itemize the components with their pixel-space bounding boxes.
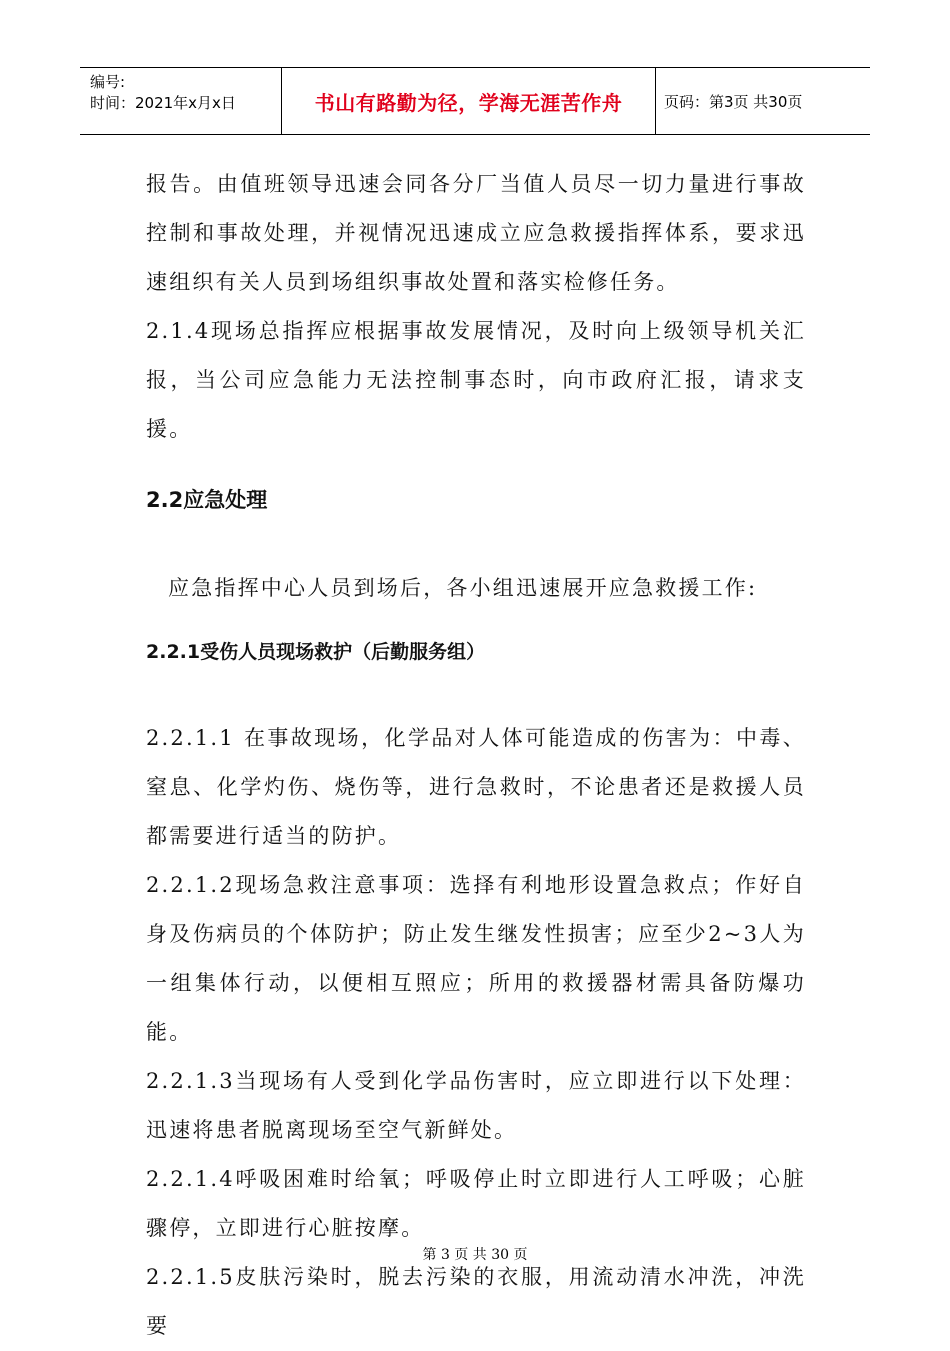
paragraph: 2.2.1.3当现场有人受到化学品伤害时，应立即进行以下处理：迅速将患者脱离现场至空气新鲜处。 <box>146 1069 806 1142</box>
subsection-heading: 2.2.1受伤人员现场救护（后勤服务组） <box>146 641 486 663</box>
document-body <box>146 160 806 1351</box>
paragraph: 2.2.1.1 在事故现场，化学品对人体可能造成的伤害为：中毒、窒息、化学灼伤、烧伤等，进行急救时，不论患者还是救援人员都需要进行适当的防护。 <box>146 726 806 848</box>
header-motto: 书山有路勤为径，学海无涯苦作舟 <box>281 68 656 134</box>
paragraph: 2.2.1.4呼吸困难时给氧；呼吸停止时立即进行人工呼吸；心脏骤停，立即进行心脏按摩。 <box>146 1167 806 1240</box>
page-header <box>80 67 870 135</box>
paragraph: 2.2.1.2现场急救注意事项：选择有利地形设置急救点；作好自身及伤病员的个体防护；防止发生继发性损害；应至少2~3人为一组集体行动，以便相互照应；所用的救援器材需具备防爆功能。 <box>146 873 806 1044</box>
section-heading: 2.2应急处理 <box>146 488 268 512</box>
header-meta <box>80 68 281 134</box>
page-footer: 第 3 页 共 30 页 <box>422 1247 528 1263</box>
paragraph: 报告。由值班领导迅速会同各分厂当值人员尽一切力量进行事故控制和事故处理，并视情况迅速成立应急救援指挥体系，要求迅速组织有关人员到场组织事故处置和落实检修任务。 <box>146 172 806 294</box>
document-time-label: 时间：2021年x月x日 <box>90 94 236 112</box>
paragraph: 2.1.4现场总指挥应根据事故发展情况，及时向上级领导机关汇报，当公司应急能力无法控制事态时，向市政府汇报，请求支援。 <box>146 319 806 441</box>
header-page-info: 页码：第3页 共30页 <box>664 92 803 111</box>
paragraph: 应急指挥中心人员到场后，各小组迅速展开应急救援工作: <box>168 576 758 600</box>
document-number-label: 编号: <box>90 73 126 91</box>
paragraph: 2.2.1.5皮肤污染时，脱去污染的衣服，用流动清水冲洗，冲洗要 <box>146 1265 806 1338</box>
